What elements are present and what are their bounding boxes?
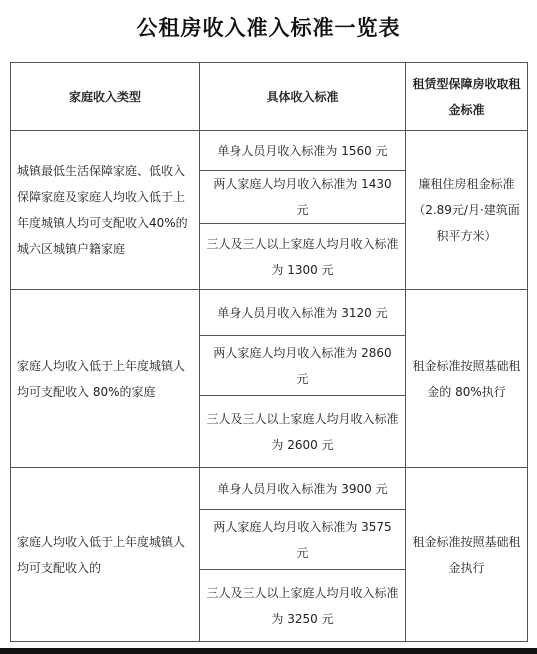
income-type-cell: 家庭人均收入低于上年度城镇人均可支配收入 80%的家庭 bbox=[11, 290, 200, 468]
header-income-type: 家庭收入类型 bbox=[11, 63, 200, 131]
criteria-cell: 两人家庭人均月收入标准为 2860 元 bbox=[200, 336, 406, 396]
criteria-cell: 单身人员月收入标准为 3120 元 bbox=[200, 290, 406, 336]
income-type-cell: 家庭人均收入低于上年度城镇人均可支配收入的 bbox=[11, 468, 200, 642]
table-row bbox=[11, 290, 528, 336]
rent-standard-cell: 租金标准按照基础租金执行 bbox=[406, 468, 528, 642]
rent-standard-cell: 租金标准按照基础租金的 80%执行 bbox=[406, 290, 528, 468]
table-row bbox=[11, 131, 528, 171]
criteria-cell: 单身人员月收入标准为 3900 元 bbox=[200, 468, 406, 510]
header-row bbox=[11, 63, 528, 131]
header-rent: 租赁型保障房收取租金标准 bbox=[406, 63, 528, 131]
criteria-cell: 两人家庭人均月收入标准为 3575 元 bbox=[200, 510, 406, 570]
header-criteria: 具体收入标准 bbox=[200, 63, 406, 131]
table-row bbox=[11, 468, 528, 510]
page-title: 公租房收入准入标准一览表 bbox=[136, 16, 401, 40]
criteria-cell: 两人家庭人均月收入标准为 1430 元 bbox=[200, 171, 406, 224]
bottom-border bbox=[0, 648, 537, 654]
criteria-cell: 三人及三人以上家庭人均月收入标准为 2600 元 bbox=[200, 396, 406, 468]
income-type-cell: 城镇最低生活保障家庭、低收入保障家庭及家庭人均收入低于上年度城镇人均可支配收入40%的城六区城镇户籍家庭 bbox=[11, 131, 200, 290]
criteria-cell: 单身人员月收入标准为 1560 元 bbox=[200, 131, 406, 171]
criteria-cell: 三人及三人以上家庭人均月收入标准为 1300 元 bbox=[200, 224, 406, 290]
income-standard-table bbox=[10, 62, 528, 642]
rent-standard-cell: 廉租住房租金标准（2.89元/月·建筑面积平方米） bbox=[406, 131, 528, 290]
criteria-cell: 三人及三人以上家庭人均月收入标准为 3250 元 bbox=[200, 570, 406, 642]
